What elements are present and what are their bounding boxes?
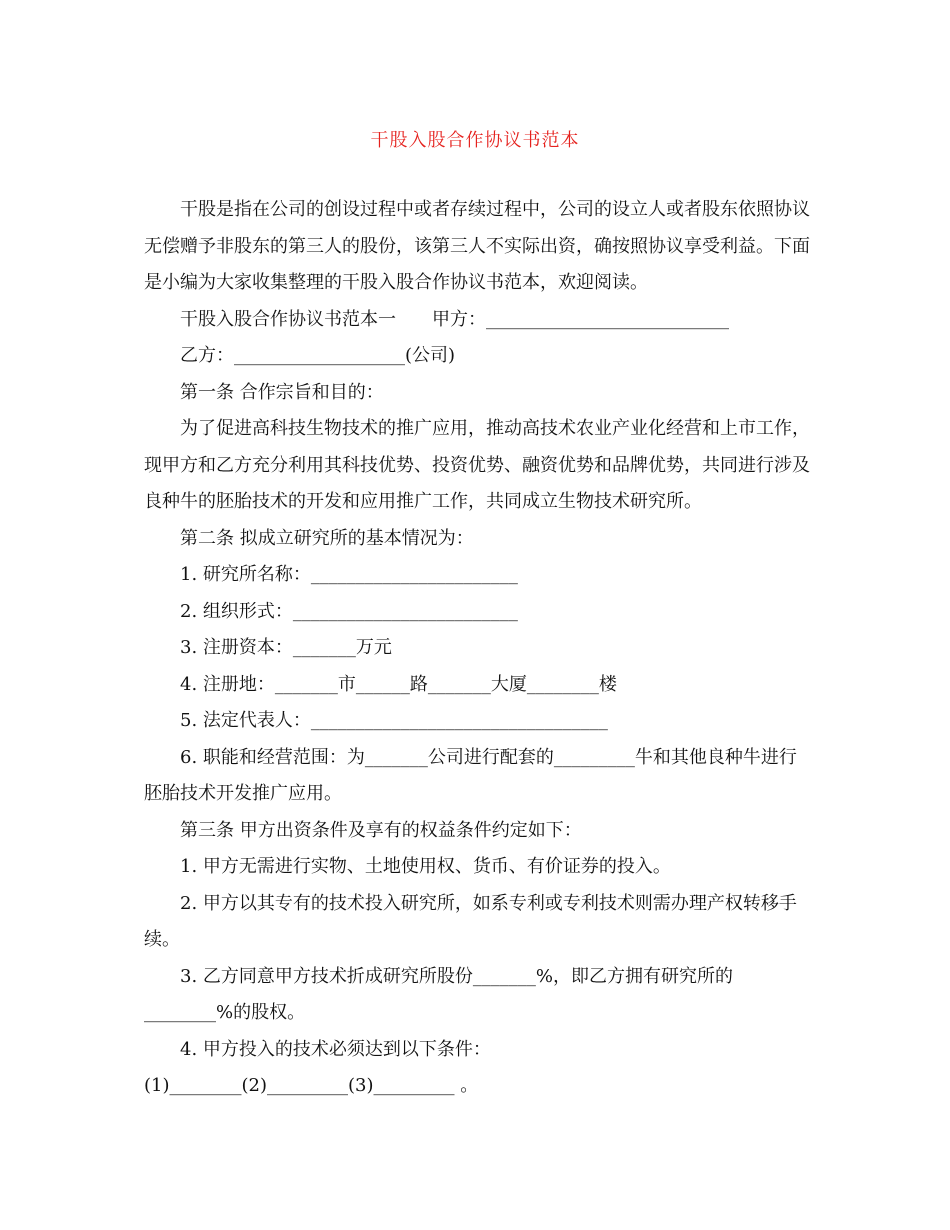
- article-three-item-3: 3. 乙方同意甲方技术折成研究所股份_______%，即乙方拥有研究所的________%的股权。: [144, 965, 733, 1023]
- article-three-heading: 第三条 甲方出资条件及享有的权益条件约定如下：: [180, 819, 582, 841]
- article-two-heading: 第二条 拟成立研究所的基本情况为：: [180, 527, 474, 549]
- article-two-item-1: 1. 研究所名称：_______________________: [180, 564, 518, 585]
- article-one-heading: 第一条 合作宗旨和目的：: [180, 381, 384, 403]
- article-two-item-4: 4. 注册地：_______市______路_______大厦________楼: [180, 673, 617, 695]
- article-three-item-1: 1. 甲方无需进行实物、土地使用权、货币、有价证券的投入。: [180, 856, 671, 877]
- article-two-item-5: 5. 法定代表人：_________________________________: [180, 710, 608, 731]
- article-two-item-3: 3. 注册资本：_______万元: [180, 637, 392, 658]
- article-three-item-4: 4. 甲方投入的技术必须达到以下条件：: [180, 1038, 491, 1060]
- document-body: [144, 192, 814, 1105]
- agreement-heading-party-a: 干股入股合作协议书范本一 甲方：___________________________: [180, 308, 729, 330]
- party-b-line: 乙方：___________________(公司): [180, 345, 456, 366]
- article-two-item-2: 2. 组织形式：_________________________: [180, 600, 518, 622]
- article-one-paragraph: 为了促进高科技生物技术的推广应用，推动高技术农业产业化经营和上市工作，现甲方和乙方充分利用其科技优势、投资优势、融资优势和品牌优势，共同进行涉及良种牛的胚胎技术的开发和应用推广工作，共同成立生物技术研究所。: [144, 418, 810, 512]
- document-title: 干股入股合作协议书范本: [370, 130, 580, 151]
- intro-paragraph: 干股是指在公司的创设过程中或者存续过程中，公司的设立人或者股东依照协议无偿赠予非股东的第三人的股份，该第三人不实际出资，确按照协议享受利益。下面是小编为大家收集整理的干股入股合作协议书范本，欢迎阅读。: [144, 199, 810, 293]
- article-three-item-2: 2. 甲方以其专有的技术投入研究所，如系专利或专利技术则需办理产权转移手续。: [144, 892, 797, 950]
- article-two-item-6: 6. 职能和经营范围：为_______公司进行配套的_________牛和其他良种牛进行胚胎技术开发推广应用。: [144, 746, 797, 804]
- conditions-line: (1)________(2)_________(3)_________ 。: [144, 1075, 479, 1096]
